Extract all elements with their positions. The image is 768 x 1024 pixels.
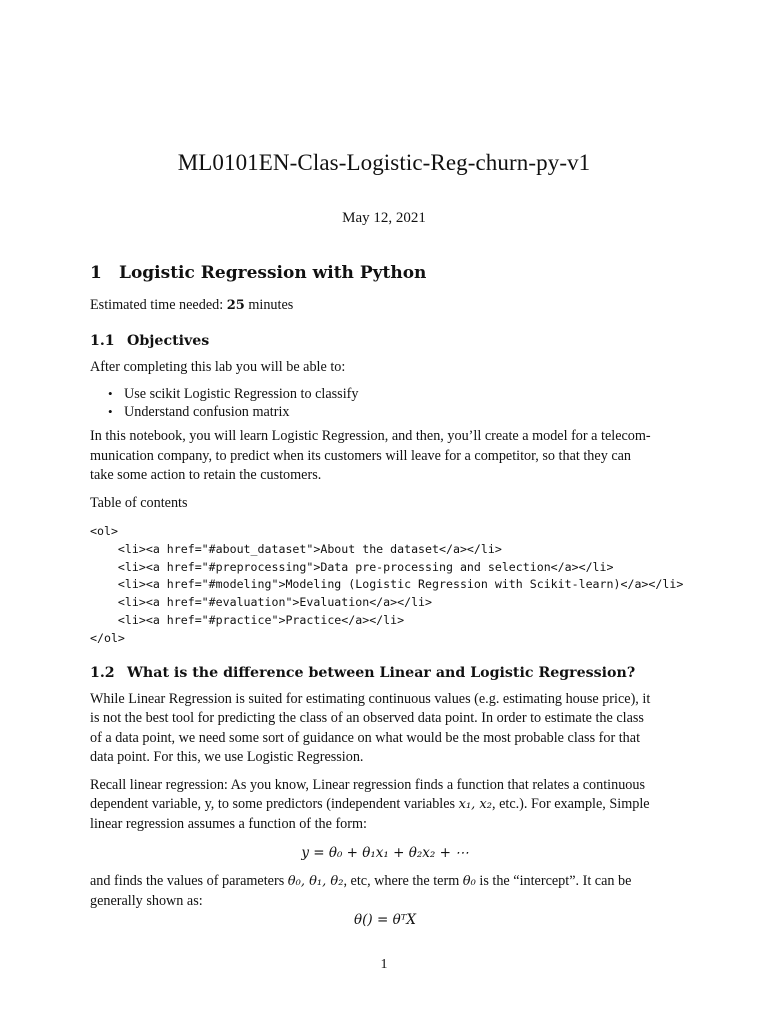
estimated-time [90, 296, 680, 316]
paragraph-line: is not the best tool for predicting the class of an observed data point. In order to estimate the class [90, 710, 644, 727]
list-item: • Understand confusion matrix [108, 403, 680, 421]
page-number: 1 [380, 957, 388, 972]
toc-code-block [90, 523, 684, 648]
paragraph-line: Recall linear regression: As you know, Linear regression finds a function that relates a continuous [90, 776, 645, 793]
subsection-number: 1.1 [90, 332, 115, 349]
notebook-description [90, 427, 680, 486]
code-line: <li><a href="#practice">Practice</a></li> [90, 612, 405, 627]
code-line: <ol> [90, 524, 118, 538]
paragraph-line: data point. For this, we use Logistic Regression. [90, 749, 364, 766]
linear-equation: y = θ₀ + θ₁x₁ + θ₂x₂ + ⋯ [301, 845, 469, 862]
document-title: ML0101EN-Clas-Logistic-Reg-churn-py-v1 [177, 150, 591, 175]
section-title: Logistic Regression with Python [119, 263, 427, 283]
paragraph-line: and finds the values of parameters [90, 873, 288, 890]
paragraph-line: While Linear Regression is suited for estimating continuous values (e.g. estimating house price), it [90, 690, 651, 707]
objectives-list [90, 385, 680, 421]
recall-linear-regression-paragraph [90, 776, 680, 835]
code-line: <li><a href="#modeling">Modeling (Logistic Regression with Scikit-learn)</a></li> [90, 577, 684, 592]
paragraph-line: , etc, where the term [343, 873, 463, 890]
paragraph-line: is the “intercept”. It can be [475, 873, 632, 890]
objectives-intro: After completing this lab you will be able to: [90, 358, 346, 375]
section-number: 1 [90, 263, 102, 283]
paragraph-line: generally shown as: [90, 892, 203, 909]
document-body [90, 260, 684, 933]
paragraph-line: In this notebook, you will learn Logistic Regression, and then, you’ll create a model for a telecom- [90, 428, 651, 444]
paragraph-line: take some action to retain the customers. [90, 467, 322, 483]
subsection-number: 1.2 [90, 664, 115, 681]
document-date: May 12, 2021 [342, 210, 426, 226]
subsection-heading-objectives [90, 330, 680, 352]
toc-label: Table of contents [90, 494, 188, 511]
subsection-heading-linear-vs-logistic [90, 662, 680, 684]
math-intercept: θ₀ [462, 874, 476, 890]
subsection-title: Objectives [127, 332, 210, 349]
general-equation: θ() = θᵀX [354, 912, 416, 929]
linear-vs-logistic-paragraph [90, 690, 680, 768]
code-line: </ol> [90, 630, 125, 645]
estimated-time-label: Estimated time needed: [90, 297, 227, 313]
paragraph-line: , etc.). For example, Simple [491, 796, 650, 813]
subsection-title: What is the difference between Linear and Logistic Regression? [127, 664, 636, 681]
estimated-time-unit: minutes [244, 297, 294, 313]
code-line: <li><a href="#preprocessing">Data pre-processing and selection</a></li> [90, 559, 614, 574]
code-line: <li><a href="#about_dataset">About the dataset</a></li> [90, 541, 502, 556]
math-parameters: θ₀, θ₁, θ₂ [287, 874, 344, 890]
list-item: • Use scikit Logistic Regression to classify [108, 385, 680, 403]
paragraph-line: of a data point, we need some sort of guidance on what would be the most probable class for that [90, 729, 641, 746]
paragraph-line: munication company, to predict when its customers will leave for a competitor, so that they can [90, 447, 632, 464]
estimated-time-value: 25 [226, 298, 245, 313]
code-line: <li><a href="#evaluation">Evaluation</a></li> [90, 595, 433, 610]
paragraph-line: dependent variable, y, to some predictors (independent variables [90, 796, 459, 813]
parameters-paragraph [90, 872, 680, 911]
math-variables: x₁, x₂ [458, 797, 492, 813]
section-heading-logistic-regression [90, 260, 680, 286]
paragraph-line: linear regression assumes a function of the form: [90, 815, 367, 832]
